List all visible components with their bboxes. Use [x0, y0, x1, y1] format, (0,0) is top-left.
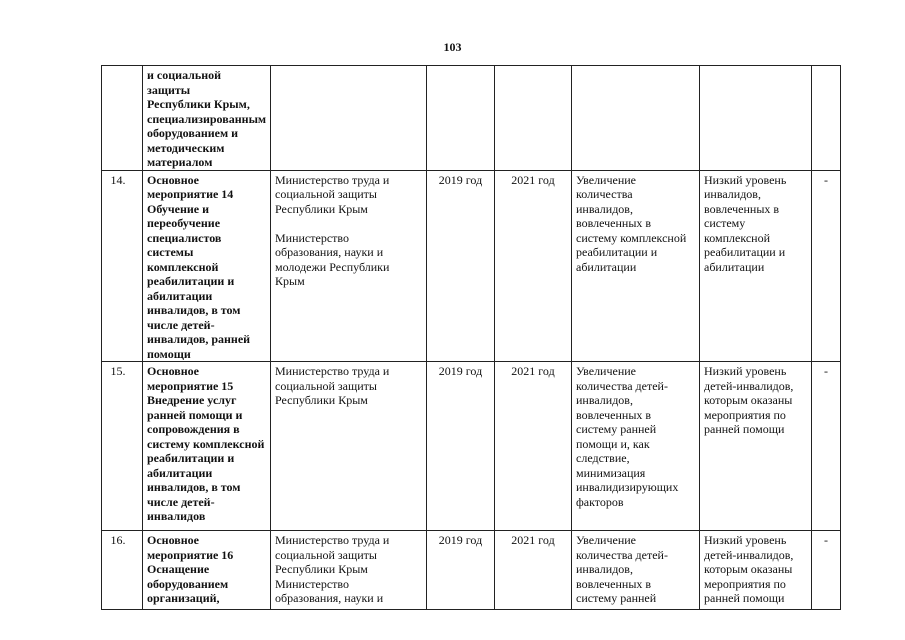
link-cell: -: [812, 170, 841, 362]
end-year-cell: 2021 год: [495, 170, 572, 362]
table-row: [102, 170, 841, 362]
executor-cell: Министерство труда и социальной защиты Республики Крым Министерство образования, науки и молодежи Республики Крым: [271, 170, 427, 362]
end-year-cell: [495, 66, 572, 171]
consequence-cell: Низкий уровень детей-инвалидов, которым оказаны мероприятия по ранней помощи: [700, 531, 812, 610]
start-year-cell: 2019 год: [427, 170, 495, 362]
row-number-cell: 14.: [102, 170, 143, 362]
measure-cell: Основное мероприятие 16 Оснащение оборудованием организаций,: [143, 531, 271, 610]
row-number-cell: 15.: [102, 362, 143, 531]
expected-result-cell: [572, 66, 700, 171]
link-cell: -: [812, 362, 841, 531]
table-row: [102, 362, 841, 531]
page-number: 103: [443, 40, 462, 54]
expected-result-cell: Увеличение количества детей- инвалидов, вовлеченных в систему ранней: [572, 531, 700, 610]
row-number-cell: [102, 66, 143, 171]
executor-cell: Министерство труда и социальной защиты Республики Крым Министерство образования, науки и: [271, 531, 427, 610]
row-number-cell: 16.: [102, 531, 143, 610]
measures-table: [101, 65, 841, 610]
expected-result-cell: Увеличение количества детей- инвалидов, вовлеченных в систему ранней помощи и, как следствие, минимизация инвалидизирующих факторов: [572, 362, 700, 531]
executor-cell: Министерство труда и социальной защиты Республики Крым: [271, 362, 427, 531]
consequence-cell: Низкий уровень детей-инвалидов, которым оказаны мероприятия по ранней помощи: [700, 362, 812, 531]
table-row: [102, 66, 841, 171]
start-year-cell: [427, 66, 495, 171]
consequence-cell: Низкий уровень инвалидов, вовлеченных в систему комплексной реабилитации и абилитации: [700, 170, 812, 362]
table-row: [102, 531, 841, 610]
start-year-cell: 2019 год: [427, 362, 495, 531]
measure-cell: Основное мероприятие 15 Внедрение услуг ранней помощи и сопровождения в систему комплексной реабилитации и абилитации инвалидов, в том числе детей- инвалидов: [143, 362, 271, 531]
executor-cell: [271, 66, 427, 171]
start-year-cell: 2019 год: [427, 531, 495, 610]
expected-result-cell: Увеличение количества инвалидов, вовлеченных в систему комплексной реабилитации и абилитации: [572, 170, 700, 362]
link-cell: -: [812, 531, 841, 610]
link-cell: [812, 66, 841, 171]
measure-cell: Основное мероприятие 14 Обучение и переобучение специалистов системы комплексной реабилитации и абилитации инвалидов, в том числе детей- инвалидов, ранней помощи: [143, 170, 271, 362]
end-year-cell: 2021 год: [495, 531, 572, 610]
end-year-cell: 2021 год: [495, 362, 572, 531]
consequence-cell: [700, 66, 812, 171]
measure-cell: и социальной защиты Республики Крым, специализированным оборудованием и методическим материалом: [143, 66, 271, 171]
